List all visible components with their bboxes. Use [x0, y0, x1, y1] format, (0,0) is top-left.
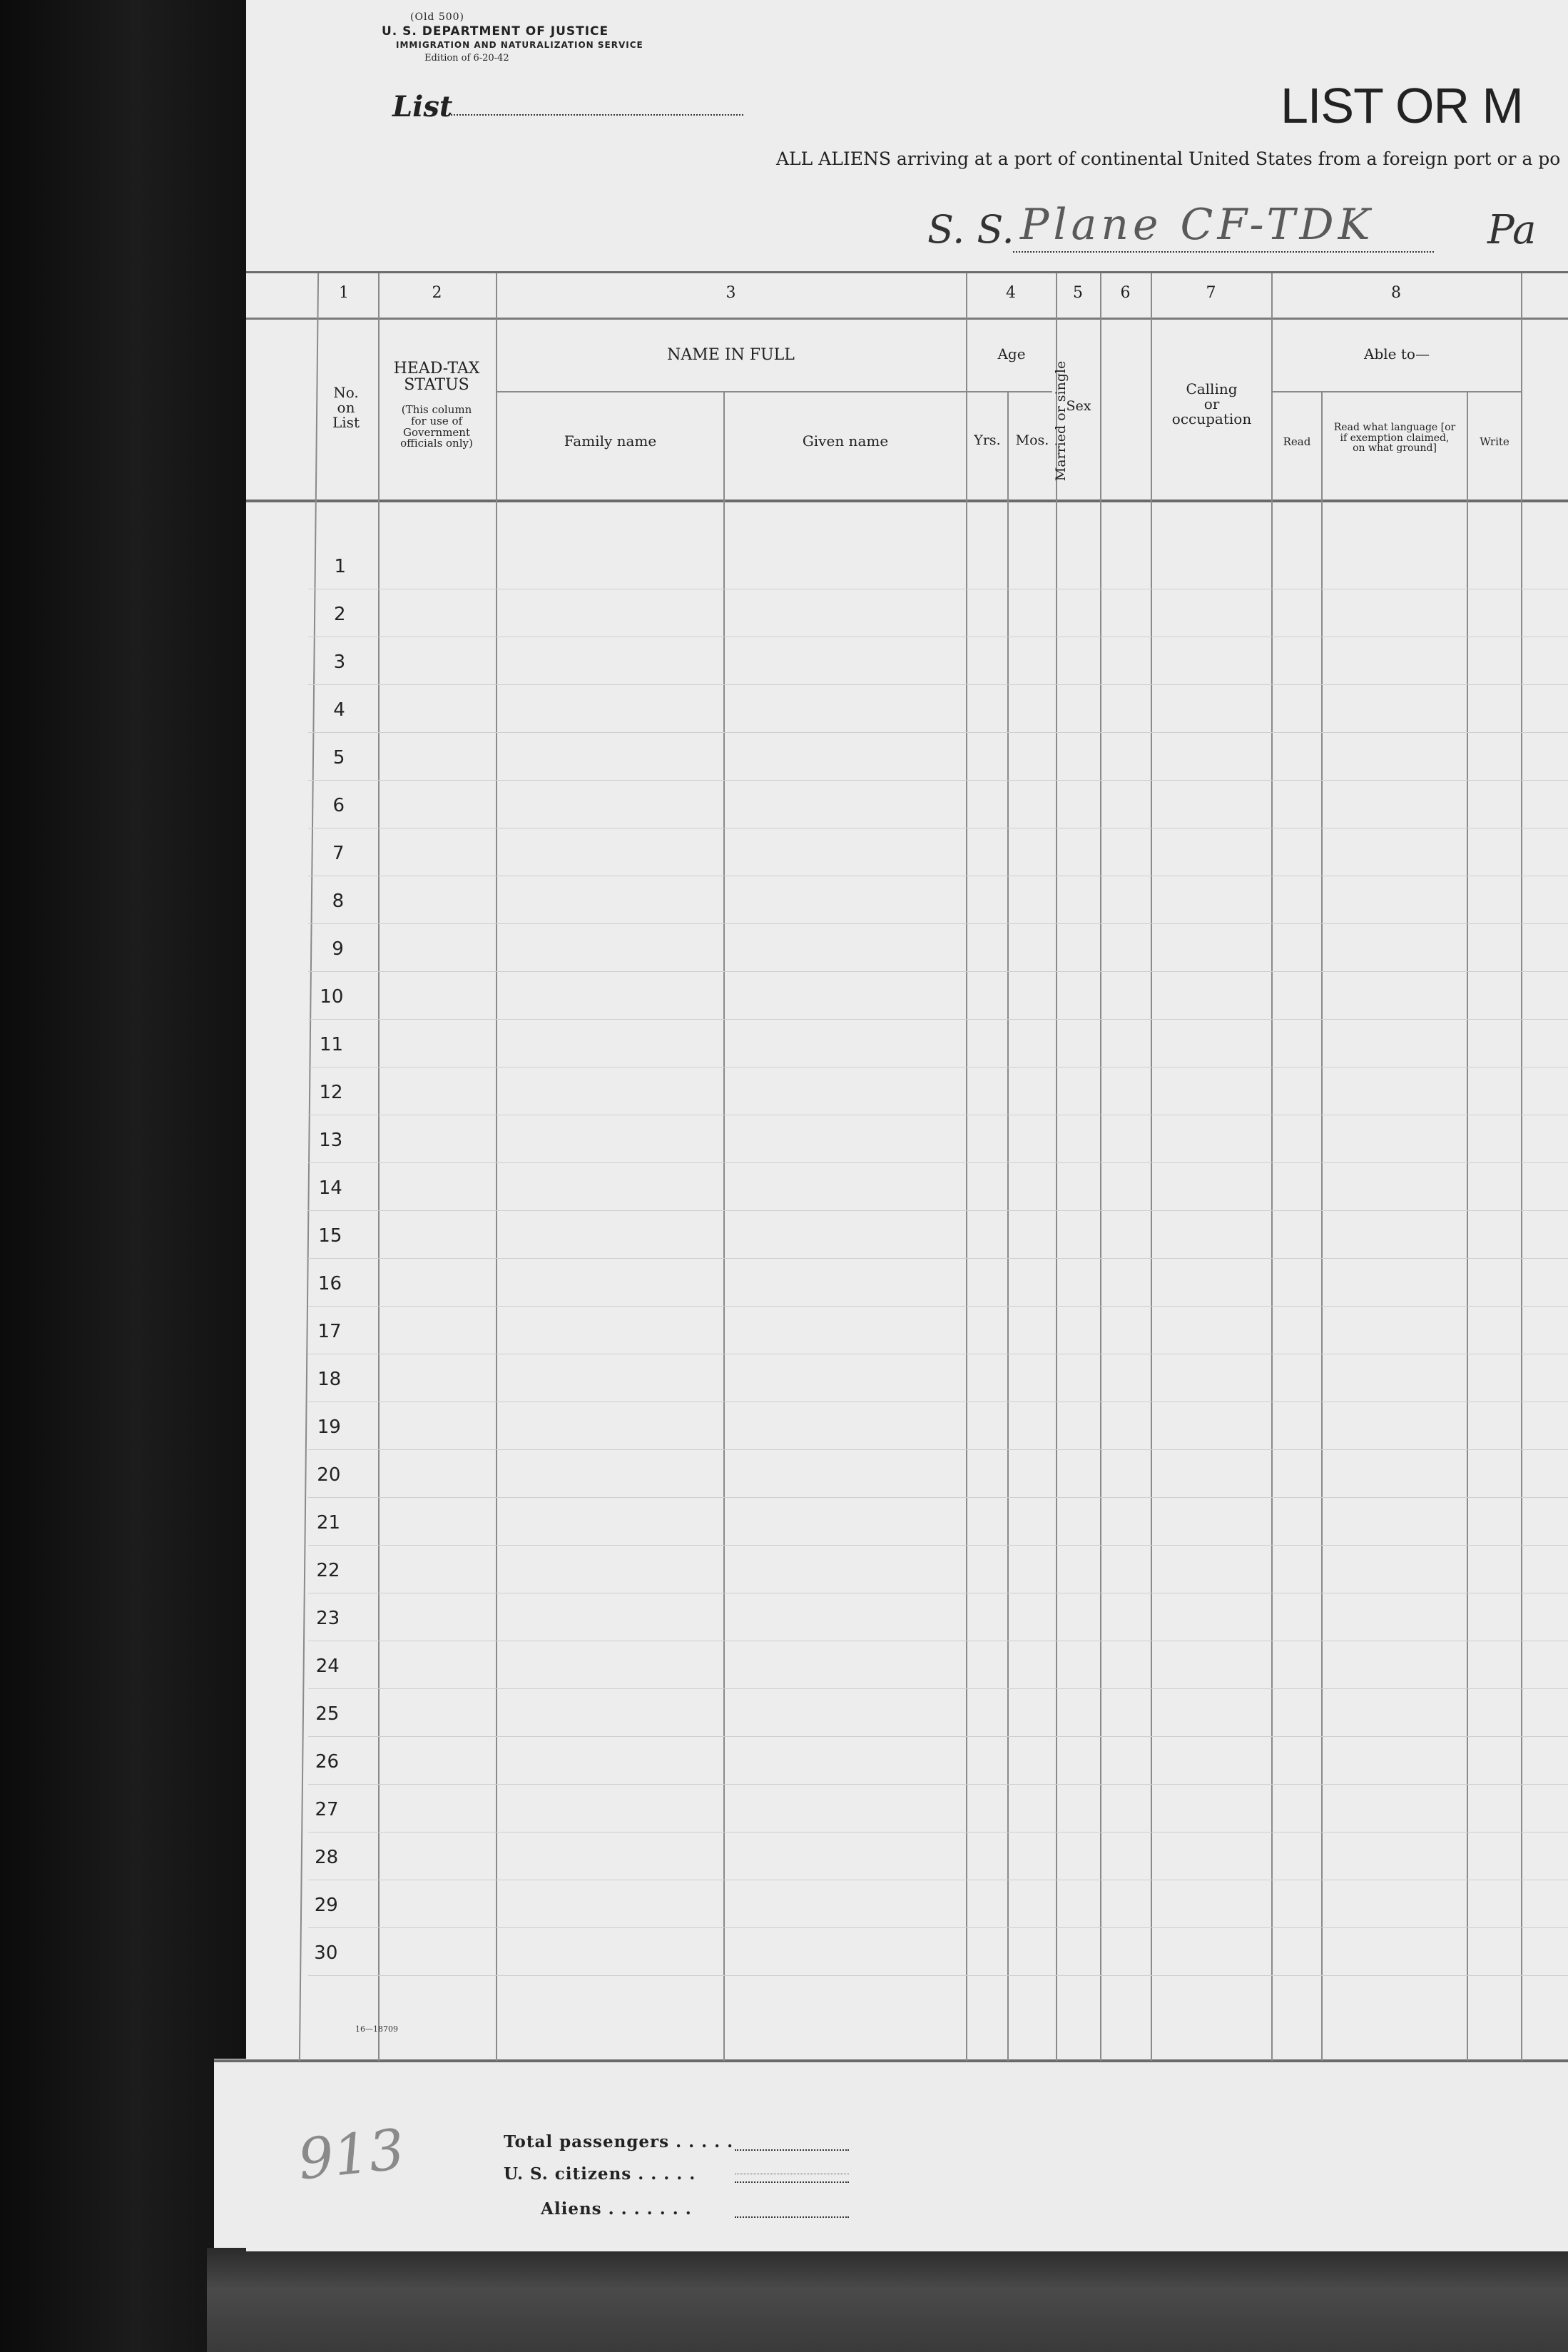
- ss-vessel-handwriting: Plane CF-TDK: [1020, 200, 1375, 250]
- row-rule: [308, 1832, 1568, 1833]
- ss-label: S. S.: [927, 207, 1014, 252]
- row-rule: [308, 1736, 1568, 1737]
- row-number: 11: [319, 1034, 343, 1055]
- aliens-label: Aliens . . . . . . .: [541, 2199, 692, 2219]
- row-number: 1: [334, 556, 346, 577]
- service-name: IMMIGRATION AND NATURALIZATION SERVICE: [396, 40, 643, 50]
- row-number: 28: [315, 1847, 339, 1868]
- row-rule: [308, 1258, 1568, 1259]
- list-number-line: [451, 114, 743, 116]
- row-number: 17: [317, 1321, 342, 1342]
- total-passengers-line: [735, 2149, 849, 2151]
- col-line-8b: [1321, 392, 1323, 2061]
- col-line-4b: [1007, 392, 1009, 2061]
- header-mos: Mos.: [1015, 432, 1049, 448]
- row-rule: [308, 1784, 1568, 1785]
- header-read: Read: [1283, 435, 1311, 448]
- row-number: 12: [319, 1082, 343, 1103]
- list-label: List: [392, 90, 453, 123]
- col-line-9: [1521, 273, 1522, 2061]
- document-subtitle: ALL ALIENS arriving at a port of continental United States from a foreign port or a po: [776, 148, 1561, 169]
- row-rule: [308, 1927, 1568, 1928]
- row-number: 19: [317, 1416, 341, 1438]
- row-number: 23: [316, 1608, 340, 1629]
- row-number: 14: [318, 1177, 342, 1199]
- total-passengers-label: Total passengers . . . . .: [504, 2132, 734, 2151]
- header-head-tax-note: (This column for use of Government officials only): [400, 403, 473, 450]
- header-family-name: Family name: [564, 432, 657, 450]
- row-number: 26: [315, 1751, 339, 1773]
- row-number: 3: [333, 652, 346, 673]
- row-rule: [308, 1975, 1568, 1976]
- row-number: 27: [315, 1799, 339, 1820]
- us-citizens-line: [735, 2181, 849, 2183]
- scan-dark-margin: [0, 0, 246, 2352]
- header-given-name: Given name: [802, 432, 889, 450]
- row-rule: [308, 923, 1568, 924]
- row-number: 9: [332, 938, 344, 960]
- form-number: (Old 500): [410, 11, 465, 23]
- col-line-8: [1271, 273, 1273, 2061]
- row-number: 16: [317, 1273, 342, 1294]
- header-able-to: Able to—: [1364, 345, 1430, 363]
- col-line-2: [378, 273, 380, 2061]
- row-rule: [308, 1545, 1568, 1546]
- col-line-4: [966, 273, 967, 2061]
- row-rule: [308, 684, 1568, 685]
- col-number-2: 2: [432, 284, 442, 302]
- header-head-tax: HEAD-TAX STATUS: [393, 360, 480, 395]
- row-number: 4: [333, 699, 345, 721]
- row-number: 24: [315, 1656, 340, 1677]
- col-number-8: 8: [1391, 284, 1401, 302]
- row-number: 8: [332, 891, 345, 912]
- row-number: 30: [314, 1942, 338, 1964]
- row-rule: [308, 780, 1568, 781]
- col-number-5: 5: [1073, 284, 1083, 302]
- header-read-language: Read what language [or if exemption claimed, on what ground]: [1333, 422, 1456, 455]
- header-no-on-list: No. on List: [332, 384, 360, 431]
- row-rule: [308, 1019, 1568, 1020]
- row-number: 2: [334, 604, 346, 625]
- col-number-4: 4: [1006, 284, 1016, 302]
- aliens-line: [735, 2216, 849, 2218]
- edition-date: Edition of 6-20-42: [424, 53, 509, 64]
- col-line-5: [1056, 273, 1057, 2061]
- row-number: 29: [314, 1895, 338, 1916]
- document-footer-area: [214, 2059, 1568, 2248]
- table-bottom-rule: [214, 2059, 1568, 2062]
- col-number-3: 3: [726, 284, 736, 302]
- document-title: LIST OR M: [1281, 78, 1523, 133]
- handwritten-number: 913: [295, 2117, 408, 2193]
- row-rule: [308, 1210, 1568, 1211]
- row-rule: [308, 1688, 1568, 1689]
- table-number-row-rule: [246, 318, 1568, 320]
- col-line-3b: [723, 392, 725, 2061]
- header-married-or-single: Married or single: [1053, 360, 1069, 482]
- header-name-in-full: NAME IN FULL: [667, 346, 795, 364]
- header-sex: Sex: [1066, 398, 1091, 414]
- table-header-rule: [246, 500, 1568, 502]
- table-top-rule: [246, 271, 1568, 273]
- header-age: Age: [997, 345, 1026, 363]
- col-line-8c: [1467, 392, 1468, 2061]
- row-number: 13: [319, 1130, 343, 1151]
- able-subheader-rule: [1273, 391, 1522, 392]
- header-yrs: Yrs.: [974, 432, 1001, 448]
- row-rule: [308, 1306, 1568, 1307]
- row-number: 21: [316, 1512, 340, 1534]
- row-number: 15: [318, 1225, 342, 1247]
- port-label-fragment: Pa: [1487, 207, 1537, 253]
- row-rule: [308, 1449, 1568, 1450]
- header-calling: Calling or occupation: [1171, 380, 1252, 427]
- col-number-7: 7: [1206, 284, 1216, 302]
- row-number: 20: [317, 1464, 341, 1486]
- col-line-6: [1100, 273, 1101, 2061]
- row-rule: [308, 1401, 1568, 1402]
- row-number: 10: [320, 986, 344, 1008]
- us-citizens-label: U. S. citizens . . . . .: [504, 2164, 696, 2184]
- row-number: 22: [316, 1560, 340, 1581]
- document-page: [246, 0, 1568, 2251]
- header-write: Write: [1480, 435, 1510, 448]
- row-rule: [308, 1162, 1568, 1163]
- row-number: 25: [315, 1703, 340, 1725]
- col-line-7: [1151, 273, 1152, 2061]
- ss-name-line: [1013, 251, 1434, 253]
- row-number: 7: [332, 843, 345, 864]
- col-number-1: 1: [339, 284, 349, 302]
- scan-dark-bottom: [207, 2248, 1568, 2352]
- row-rule: [308, 732, 1568, 733]
- row-number: 5: [332, 747, 345, 769]
- col-number-6: 6: [1120, 284, 1131, 302]
- row-number: 6: [332, 795, 345, 816]
- row-number: 18: [317, 1369, 342, 1390]
- row-rule: [308, 971, 1568, 972]
- col-line-3: [496, 273, 497, 2061]
- print-code: 16—18709: [355, 2024, 398, 2034]
- department-name: U. S. DEPARTMENT OF JUSTICE: [382, 24, 609, 39]
- row-rule: [308, 1067, 1568, 1068]
- row-rule: [308, 1497, 1568, 1498]
- name-subheader-rule: [497, 391, 1052, 392]
